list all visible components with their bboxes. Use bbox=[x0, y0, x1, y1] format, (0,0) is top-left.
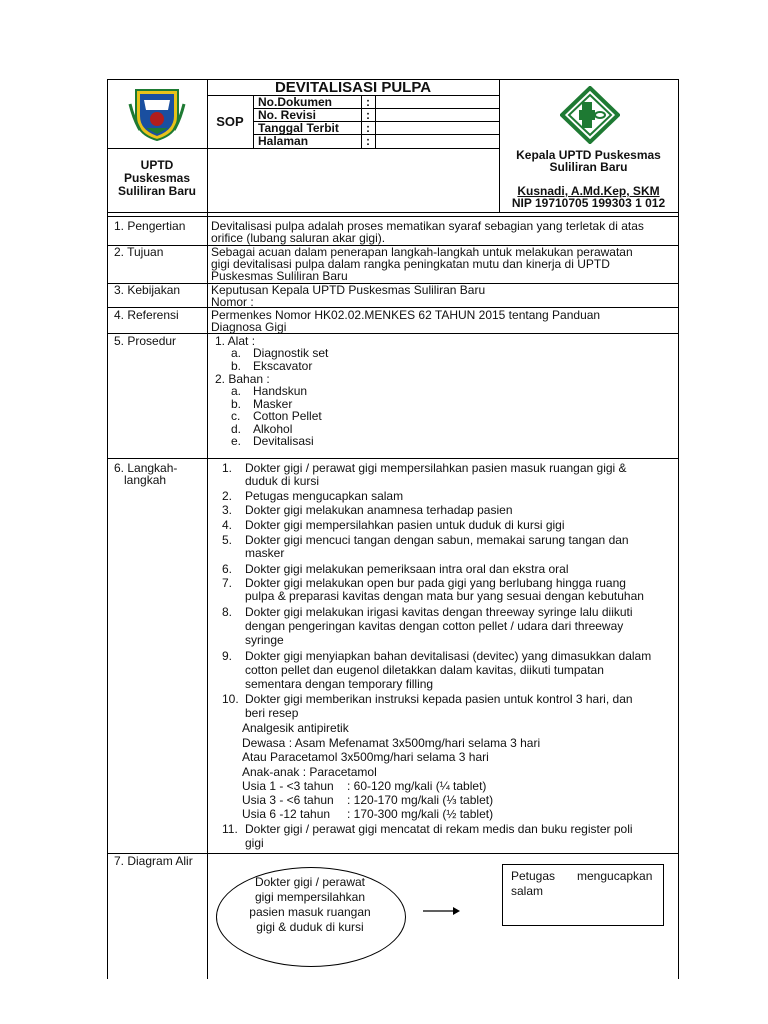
step-number: 10. bbox=[222, 692, 239, 706]
referensi-line: Diagnosa Gigi bbox=[211, 320, 287, 334]
kebijakan-line: Nomor : bbox=[211, 295, 254, 309]
step-line: Petugas mengucapkan salam bbox=[245, 489, 404, 503]
step-number: 7. bbox=[222, 576, 233, 590]
flow-oval-line: gigi & duduk di kursi bbox=[256, 920, 364, 934]
section-label-referensi: 4. Referensi bbox=[114, 308, 179, 322]
bahan-item: Masker bbox=[253, 397, 293, 411]
dosis-value: : 170-300 mg/kali (½ tablet) bbox=[347, 807, 494, 821]
tujuan-line: Puskesmas Suliliran Baru bbox=[211, 269, 348, 283]
bahan-item: Cotton Pellet bbox=[253, 409, 322, 423]
flow-box-word-2: mengucapkan bbox=[577, 869, 653, 883]
step-number: 1. bbox=[222, 461, 233, 475]
step-number: 11. bbox=[222, 822, 238, 836]
bahan-num: b. bbox=[231, 397, 242, 411]
meta-halaman: Halaman bbox=[258, 134, 309, 148]
step-line: beri resep bbox=[245, 706, 299, 720]
tujuan-line: Sebagai acuan dalam penerapan langkah-langkah untuk melakukan perawatan bbox=[211, 245, 633, 259]
alat-num: a. bbox=[231, 346, 242, 360]
dosis-value: : 120-170 mg/kali (⅓ tablet) bbox=[347, 793, 494, 807]
bahan-num: c. bbox=[231, 409, 241, 423]
step-line: Dokter gigi / perawat gigi mencatat di rekam medis dan buku register poli bbox=[245, 822, 633, 836]
bahan-num: a. bbox=[231, 384, 242, 398]
flow-box-word-1: Petugas bbox=[511, 869, 556, 883]
step-line: gigi bbox=[245, 836, 264, 850]
step-line: masker bbox=[245, 546, 285, 560]
bahan-item: Devitalisasi bbox=[253, 434, 314, 448]
section-label-prosedur: 5. Prosedur bbox=[114, 334, 177, 348]
puskesmas-logo bbox=[560, 86, 620, 144]
bahan-item: Alkohol bbox=[253, 422, 293, 436]
flow-oval-line: Dokter gigi / perawat bbox=[254, 875, 366, 889]
step-line: Dokter gigi melakukan open bur pada gigi yang berlubang hingga ruang bbox=[245, 576, 626, 590]
flow-arrow bbox=[423, 903, 461, 913]
resep-line: Dewasa : Asam Mefenamat 3x500mg/hari selama 3 hari bbox=[242, 736, 541, 750]
org-line-3: Suliliran Baru bbox=[117, 184, 197, 198]
meta-no-dokumen: No.Dokumen bbox=[258, 95, 333, 109]
step-line: sementara dengan temporary filling bbox=[245, 677, 434, 691]
step-line: Dokter gigi melakukan irigasi kavitas dengan threeway syringe lalu diikuti bbox=[245, 605, 633, 619]
flow-oval-line: gigi mempersilahkan bbox=[254, 890, 366, 904]
kebijakan-line: Keputusan Kepala UPTD Puskesmas Suliliran Baru bbox=[211, 283, 486, 297]
step-line: pulpa & preparasi kavitas dengan mata bur yang sesuai dengan kebutuhan bbox=[245, 589, 644, 603]
step-number: 2. bbox=[222, 489, 233, 503]
flow-box-word-3: salam bbox=[511, 884, 544, 898]
alat-item: Diagnostik set bbox=[253, 346, 329, 360]
step-line: syringe bbox=[245, 633, 284, 647]
bahan-num: e. bbox=[231, 434, 242, 448]
org-line-2: Puskesmas bbox=[123, 171, 191, 185]
alat-item: Ekscavator bbox=[253, 359, 313, 373]
bahan-num: d. bbox=[231, 422, 242, 436]
section-label-langkah-2: langkah bbox=[124, 473, 167, 487]
resep-line: Anak-anak : Paracetamol bbox=[242, 765, 377, 779]
step-line: Dokter gigi memberikan instruksi kepada pasien untuk kontrol 3 hari, dan bbox=[245, 692, 633, 706]
section-label-diagram: 7. Diagram Alir bbox=[114, 854, 193, 868]
pengertian-line: orifice (lubang saluran akar gigi). bbox=[211, 231, 386, 245]
sign-nip: NIP 19710705 199303 1 012 bbox=[511, 196, 666, 210]
step-line: Dokter gigi mempersilahkan pasien untuk duduk di kursi gigi bbox=[245, 518, 565, 532]
section-label-pengertian: 1. Pengertian bbox=[114, 219, 186, 233]
alat-num: b. bbox=[231, 359, 242, 373]
meta-sep: : bbox=[366, 95, 370, 109]
step-line: Dokter gigi mencuci tangan dengan sabun, memakai sarung tangan dan bbox=[245, 533, 629, 547]
step-number: 6. bbox=[222, 562, 233, 576]
sign-title-1: Kepala UPTD Puskesmas bbox=[516, 148, 661, 162]
step-number: 5. bbox=[222, 533, 233, 547]
sign-title-2: Suliliran Baru bbox=[549, 160, 628, 174]
regional-logo bbox=[128, 86, 186, 142]
sop-label: SOP bbox=[216, 114, 244, 129]
sign-name: Kusnadi, A.Md.Kep, SKM bbox=[517, 184, 660, 198]
org-line-1: UPTD bbox=[140, 158, 174, 172]
referensi-line: Permenkes Nomor HK02.02.MENKES 62 TAHUN 2015 tentang Panduan bbox=[211, 308, 601, 322]
step-line: cotton pellet dan eugenol diletakkan dalam kavitas, diikuti tumpatan bbox=[245, 663, 604, 677]
pengertian-line: Devitalisasi pulpa adalah proses mematikan syaraf sebagian yang terletak di atas bbox=[211, 219, 644, 233]
step-line: Dokter gigi melakukan anamnesa terhadap pasien bbox=[245, 503, 513, 517]
alat-title: 1. Alat : bbox=[215, 334, 256, 348]
resep-line: Analgesik antipiretik bbox=[242, 721, 349, 735]
section-label-langkah: 6. Langkah- bbox=[114, 461, 178, 475]
step-line: duduk di kursi bbox=[245, 474, 320, 488]
dosis-usia: Usia 3 - <6 tahun bbox=[242, 793, 334, 807]
meta-no-revisi: No. Revisi bbox=[258, 108, 317, 122]
step-number: 4. bbox=[222, 518, 233, 532]
flow-oval-line: pasien masuk ruangan bbox=[249, 905, 371, 919]
step-number: 3. bbox=[222, 503, 233, 517]
meta-tanggal-terbit: Tanggal Terbit bbox=[258, 121, 339, 135]
tujuan-line: gigi devitalisasi pulpa dalam rangka peningkatan mutu dan kinerja di UPTD bbox=[211, 257, 610, 271]
section-label-kebijakan: 3. Kebijakan bbox=[114, 283, 181, 297]
step-number: 9. bbox=[222, 649, 233, 663]
step-line: dengan pengeringan kavitas dengan cotton pellet / udara dari threeway bbox=[245, 619, 624, 633]
dosis-value: : 60-120 mg/kali (¼ tablet) bbox=[347, 779, 487, 793]
step-line: Dokter gigi melakukan pemeriksaan intra oral dan ekstra oral bbox=[245, 562, 569, 576]
meta-sep: : bbox=[366, 134, 370, 148]
dosis-usia: Usia 1 - <3 tahun bbox=[242, 779, 334, 793]
bahan-item: Handskun bbox=[253, 384, 308, 398]
bahan-title: 2. Bahan : bbox=[215, 372, 270, 386]
section-label-tujuan: 2. Tujuan bbox=[114, 245, 164, 259]
page-title: DEVITALISASI PULPA bbox=[274, 79, 432, 96]
meta-sep: : bbox=[366, 121, 370, 135]
dosis-usia: Usia 6 -12 tahun bbox=[242, 807, 331, 821]
step-line: Dokter gigi / perawat gigi mempersilahkan pasien masuk ruangan gigi & bbox=[245, 461, 627, 475]
resep-line: Atau Paracetamol 3x500mg/hari selama 3 hari bbox=[242, 750, 489, 764]
step-line: Dokter gigi menyiapkan bahan devitalisasi (devitec) yang dimasukkan dalam bbox=[245, 649, 652, 663]
step-number: 8. bbox=[222, 605, 233, 619]
meta-sep: : bbox=[366, 108, 370, 122]
